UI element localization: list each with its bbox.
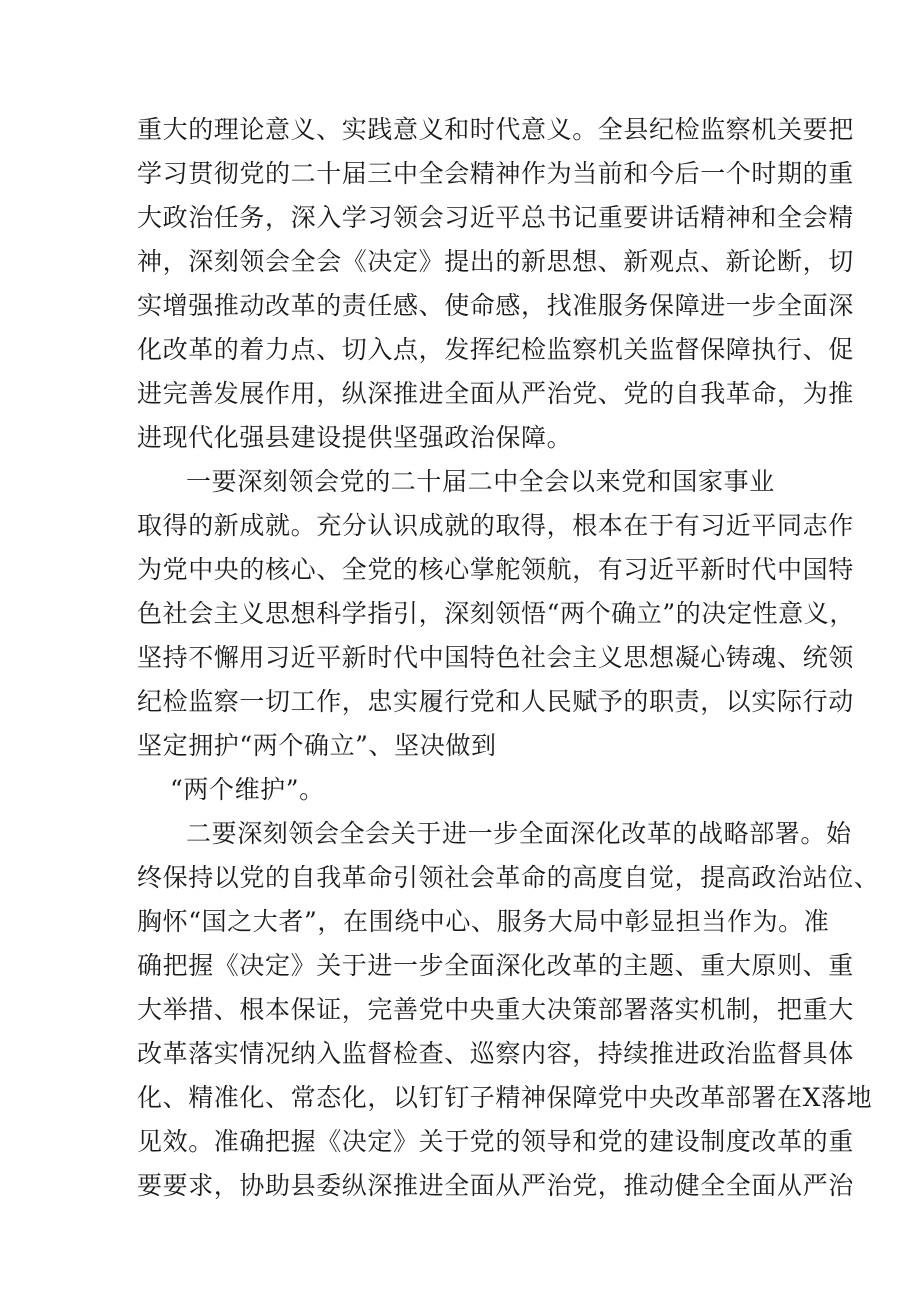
text-line: 改革落实情况纳入监督检查、巡察内容，持续推进政治监督具体 (137, 1039, 854, 1068)
text-line: 大举措、根本保证，完善党中央重大决策部署落实机制，把重大 (137, 995, 854, 1024)
text-line: 取得的新成就。充分认识成就的取得，根本在于有习近平同志作 (137, 511, 854, 540)
text-line: 化、精准化、常态化，以钉钉子精神保障党中央改革部署在X落地 (137, 1083, 873, 1112)
text-line: 一要深刻领会党的二十届二中全会以来党和国家事业 (186, 467, 775, 496)
text-line: 坚持不懈用习近平新时代中国特色社会主义思想凝心铸魂、统领 (137, 643, 854, 672)
text-line: 实增强推动改革的责任感、使命感，找准服务保障进一步全面深 (137, 291, 854, 320)
text-line: 胸怀“国之大者”，在围绕中心、服务大局中彰显担当作为。准 (137, 907, 830, 936)
text-line: 纪检监察一切工作，忠实履行党和人民赋予的职责，以实际行动 (137, 687, 854, 716)
text-line: 色社会主义思想科学指引，深刻领悟“两个确立”的决定性意义， (137, 599, 855, 628)
text-line: 进现代化强县建设提供坚强政治保障。 (137, 423, 573, 452)
text-line: 神，深刻领会全会《决定》提出的新思想、新观点、新论断，切 (137, 247, 854, 276)
text-line: 化改革的着力点、切入点，发挥纪检监察机关监督保障执行、促 (137, 335, 854, 364)
text-line: 大政治任务，深入学习领会习近平总书记重要讲话精神和全会精 (137, 203, 854, 232)
text-line: 二要深刻领会全会关于进一步全面深化改革的战略部署。始 (186, 819, 852, 848)
text-line: 为党中央的核心、全党的核心掌舵领航，有习近平新时代中国特 (137, 555, 854, 584)
text-line: 进完善发展作用，纵深推进全面从严治党、党的自我革命，为推 (137, 379, 854, 408)
text-line: 重大的理论意义、实践意义和时代意义。全县纪检监察机关要把 (137, 115, 854, 144)
text-line: 见效。准确把握《决定》关于党的领导和党的建设制度改革的重 (137, 1127, 854, 1156)
text-line: “两个维护”。 (170, 775, 325, 804)
text-line: 坚定拥护“两个确立”、坚决做到 (137, 731, 497, 760)
text-line: 学习贯彻党的二十届三中全会精神作为当前和今后一个时期的重 (137, 159, 854, 188)
text-line: 要要求，协助县委纵深推进全面从严治党，推动健全全面从严治 (137, 1171, 854, 1200)
text-line: 终保持以党的自我革命引领社会革命的高度自觉，提高政治站位、 (137, 863, 880, 892)
text-line: 确把握《决定》关于进一步全面深化改革的主题、重大原则、重 (137, 951, 854, 980)
